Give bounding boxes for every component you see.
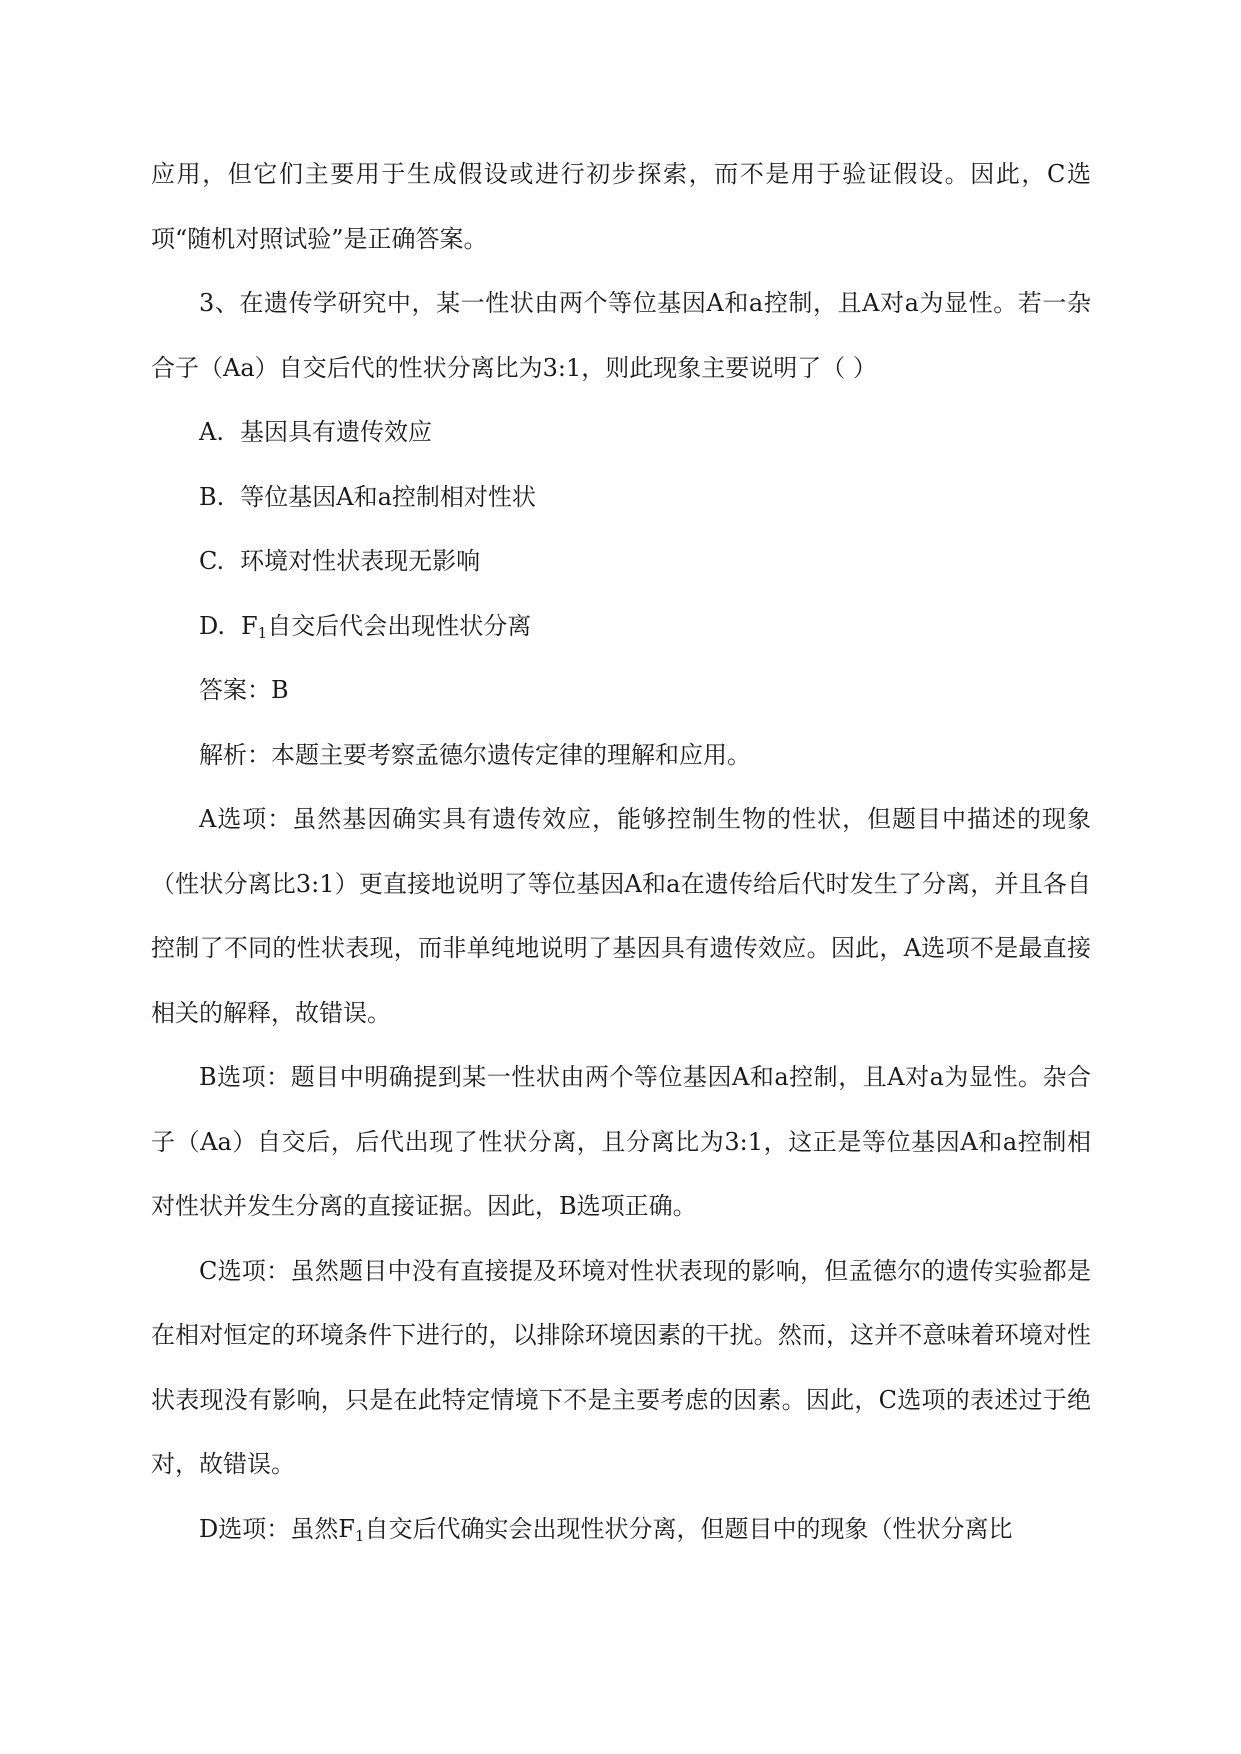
analysis-option-d bbox=[151, 1497, 1091, 1562]
analysis-d-subscript: 1 bbox=[354, 1526, 365, 1545]
answer-line: 答案：B bbox=[199, 676, 289, 704]
analysis-option-a: A选项：虽然基因确实具有遗传效应，能够控制生物的性状，但题目中描述的现象（性状分离比3:1）更直接地说明了等位基因A和a在遗传给后代时发生了分离，并且各自控制了不同的性状表现，而非单纯地说明了基因具有遗传效应。因此，A选项不是最直接相关的解释，故错误。 bbox=[151, 805, 1091, 1027]
option-c-label: C. bbox=[199, 547, 225, 575]
previous-answer-continuation: 应用，但它们主要用于生成假设或进行初步探索，而不是用于验证假设。因此，C选项“随机对照试验”是正确答案。 bbox=[151, 160, 1091, 253]
document-body bbox=[151, 142, 1091, 1561]
analysis-d-suffix: 自交后代确实会出现性状分离，但题目中的现象（性状分离比 bbox=[364, 1514, 1013, 1543]
option-d-text-suffix: 自交后代会出现性状分离 bbox=[267, 611, 532, 640]
analysis-d-prefix: D选项：虽然F bbox=[199, 1514, 355, 1543]
option-d-text-prefix: F bbox=[241, 611, 258, 640]
analysis-intro: 解析：本题主要考察孟德尔遗传定律的理解和应用。 bbox=[199, 740, 751, 769]
question-stem: 3、在遗传学研究中，某一性状由两个等位基因A和a控制，且A对a为显性。若一杂合子（Aa）自交后代的性状分离比为3:1，则此现象主要说明了（ ） bbox=[151, 289, 1091, 382]
option-b-label: B. bbox=[199, 482, 225, 511]
option-b-text: 等位基因A和a控制相对性状 bbox=[240, 482, 536, 511]
option-b bbox=[151, 465, 1091, 530]
option-c bbox=[151, 529, 1091, 594]
option-d-subscript: 1 bbox=[257, 623, 268, 642]
option-d-label: D. bbox=[199, 611, 226, 640]
option-d bbox=[151, 594, 1091, 659]
analysis-option-b: B选项：题目中明确提到某一性状由两个等位基因A和a控制，且A对a为显性。杂合子（Aa）自交后，后代出现了性状分离，且分离比为3:1，这正是等位基因A和a控制相对性状并发生分离的直接证据。因此，B选项正确。 bbox=[151, 1063, 1091, 1220]
option-a bbox=[151, 400, 1091, 465]
option-a-label: A. bbox=[199, 418, 224, 446]
analysis-option-c: C选项：虽然题目中没有直接提及环境对性状表现的影响，但孟德尔的遗传实验都是在相对恒定的环境条件下进行的，以排除环境因素的干扰。然而，这并不意味着环境对性状表现没有影响，只是在此特定情境下不是主要考虑的因素。因此，C选项的表述过于绝对，故错误。 bbox=[151, 1256, 1091, 1478]
option-c-text: 环境对性状表现无影响 bbox=[240, 547, 481, 575]
option-a-text: 基因具有遗传效应 bbox=[239, 418, 432, 446]
